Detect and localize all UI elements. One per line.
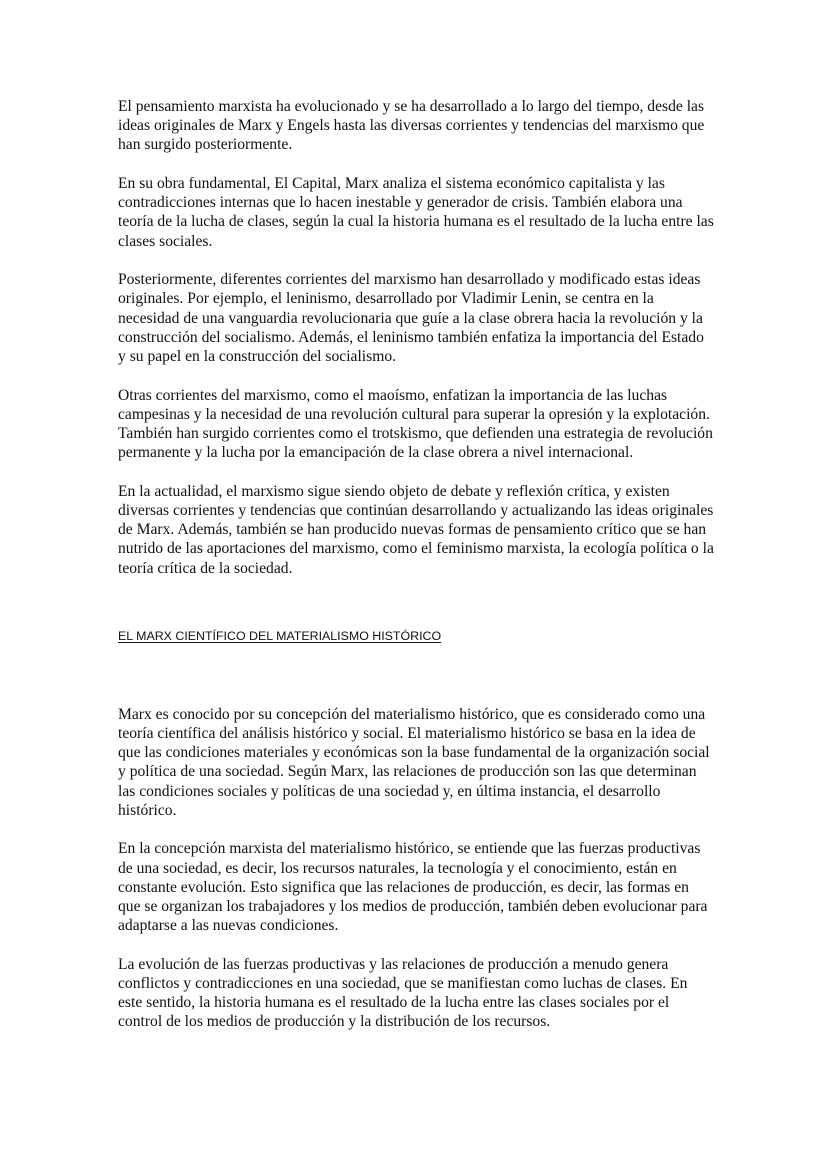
paragraph-current-marxism: En la actualidad, el marxismo sigue siendo objeto de debate y reflexión crítica, y existen diversas corrientes y tendencias que continúan desarrollando y actualizando las ideas originales de Marx. Además, también se han producido nuevas formas de pensamiento crítico que se han nutrido de las aportaciones del marxismo, como el feminismo marxista, la ecología política o la teoría crítica de la sociedad. — [118, 482, 714, 577]
document-body — [118, 97, 714, 1032]
section-heading: EL MARX CIENTÍFICO DEL MATERIALISMO HISTÓRICO — [118, 628, 442, 643]
paragraph-marxist-evolution: El pensamiento marxista ha evolucionado y se ha desarrollado a lo largo del tiempo, desde las ideas originales de Marx y Engels hasta las diversas corrientes y tendencias del marxismo que han surgido posteriormente. — [118, 98, 705, 154]
paragraph-class-struggle: La evolución de las fuerzas productivas y las relaciones de producción a menudo genera conflictos y contradicciones en una sociedad, que se manifiestan como luchas de clases. En este sentido, la historia humana es el resultado de la lucha entre las clases sociales por el control de los medios de producción y la distribución de los recursos. — [118, 955, 688, 1031]
paragraph-leninism: Posteriormente, diferentes corrientes del marxismo han desarrollado y modificado estas ideas originales. Por ejemplo, el leninismo, desarrollado por Vladimir Lenin, se centra en la necesidad de una vanguardia revolucionaria que guíe a la clase obrera hacia la revolución y la construcción del socialismo. Además, el leninismo también enfatiza la importancia del Estado y su papel en la construcción del socialismo. — [118, 271, 704, 366]
paragraph-maoism-trotskyism: Otras corrientes del marxismo, como el maoísmo, enfatizan la importancia de las luchas campesinas y la necesidad de una revolución cultural para superar la opresión y la explotación. También han surgido corrientes como el trotskismo, que defienden una estrategia de revolución permanente y la lucha por la emancipación de la clase obrera a nivel internacional. — [118, 386, 713, 462]
paragraph-productive-forces: En la concepción marxista del materialismo histórico, se entiende que las fuerzas productivas de una sociedad, es decir, los recursos naturales, la tecnología y el conocimiento, están en constante evolución. Esto significa que las relaciones de producción, es decir, las formas en que se organizan los trabajadores y los medios de producción, también deben evolucionar para adaptarse a las nuevas condiciones. — [118, 840, 708, 935]
paragraph-el-capital: En su obra fundamental, El Capital, Marx analiza el sistema económico capitalista y las contradicciones internas que lo hacen inestable y generador de crisis. También elabora una teoría de la lucha de clases, según la cual la historia humana es el resultado de la lucha entre las clases sociales. — [118, 175, 714, 250]
paragraph-historical-materialism: Marx es conocido por su concepción del materialismo histórico, que es considerado como una teoría científica del análisis histórico y social. El materialismo histórico se basa en la idea de que las condiciones materiales y económicas son la base fundamental de la organización social y política de una sociedad. Según Marx, las relaciones de producción son las que determinan las condiciones sociales y políticas de una sociedad y, en última instancia, el desarrollo histórico. — [118, 705, 710, 819]
